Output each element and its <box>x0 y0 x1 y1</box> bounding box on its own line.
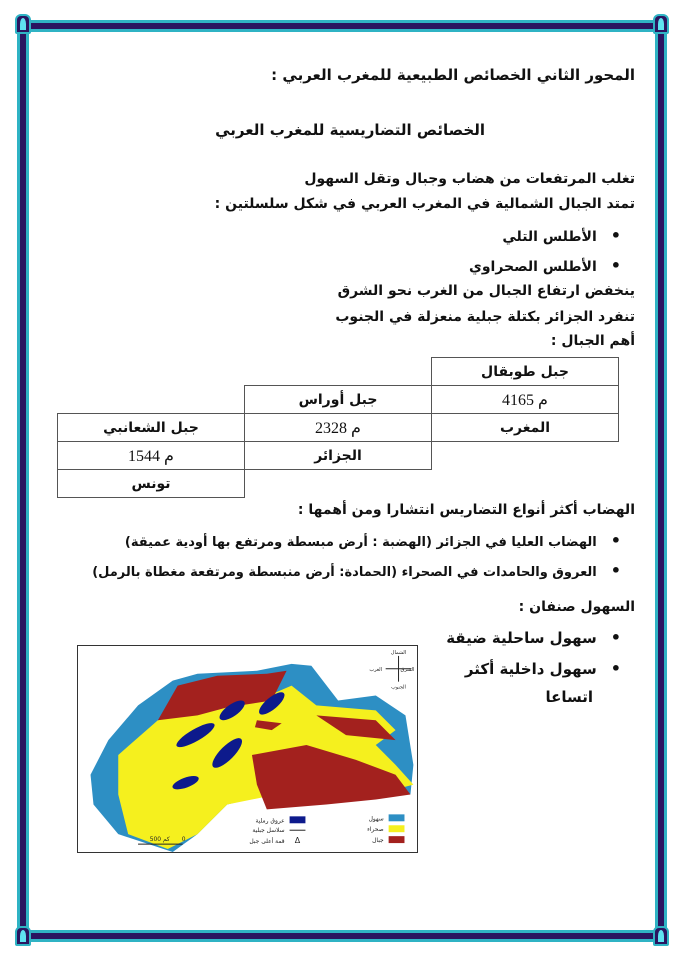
corner-ornament <box>653 14 669 34</box>
compass-south: الجنوب <box>391 684 406 691</box>
list-item: • الأطلس الصحراوي <box>469 256 621 275</box>
scale-km: 500 كم <box>149 836 170 844</box>
map-graphic <box>78 646 417 852</box>
border-right <box>655 20 667 942</box>
mountain-country: الجزائر <box>245 442 432 470</box>
text-line: اتساعا <box>545 688 593 706</box>
border-bottom <box>17 930 667 942</box>
mountain-name: جبل أوراس <box>245 386 432 414</box>
list-item: • سهول ساحلية ضيقة <box>446 628 621 647</box>
relief-map <box>77 645 418 853</box>
compass-west: الغرب <box>369 666 383 673</box>
text-line: ينخفض ارتفاع الجبال من الغرب نحو الشرق <box>337 283 635 299</box>
list-item: • سهول داخلية أكثر <box>465 659 621 678</box>
compass-icon <box>369 650 414 691</box>
legend-ranges: سلاسل جبلية <box>252 827 285 835</box>
text-line: السهول صنفان : <box>518 599 635 615</box>
corner-ornament <box>653 926 669 946</box>
mountain-height: 4165 م <box>432 386 619 414</box>
legend-plains: سهول <box>368 815 384 823</box>
mountain-height: 2328 م <box>245 414 432 442</box>
legend-peak: قمة أعلى جبل <box>249 838 285 846</box>
text-line: الهضاب أكثر أنواع التضاريس انتشارا ومن أهمها : <box>297 502 635 518</box>
list-item: • العروق والحامدات في الصحراء (الحمادة: أرض منبسطة ومرتفعة مغطاة بالرمل) <box>92 561 621 580</box>
list-item: • الأطلس التلي <box>502 226 621 245</box>
corner-ornament <box>15 14 31 34</box>
text-line: تمتد الجبال الشمالية في المغرب العربي في شكل سلسلتين : <box>214 196 635 212</box>
legend-dunes: عروق رملية <box>255 817 285 825</box>
text-line: تغلب المرتفعات من هضاب وجبال وتقل السهول <box>304 171 635 187</box>
text-line: تنفرد الجزائر بكتلة جبلية منعزلة في الجنوب <box>335 309 635 325</box>
section-heading: المحور الثاني الخصائص الطبيعية للمغرب العربي : <box>271 66 635 84</box>
legend-mountains: جبال <box>372 837 384 845</box>
mountain-country: المغرب <box>432 414 619 442</box>
text-line: أهم الجبال : <box>550 333 635 349</box>
legend-desert: صحراء <box>367 826 384 834</box>
compass-north: الشمال <box>390 649 407 656</box>
svg-text:Δ: Δ <box>294 836 301 846</box>
mountain-country: تونس <box>58 470 245 498</box>
list-item: • الهضاب العليا في الجزائر (الهضبة : أرض مبسطة ومرتفع بها أودية عميقة) <box>125 531 621 550</box>
mountain-name: جبل الشعانبي <box>58 414 245 442</box>
mountain-height: 1544 م <box>58 442 245 470</box>
border-left <box>17 20 29 942</box>
mountains-table <box>57 357 619 498</box>
mountain-name: جبل طوبقال <box>432 358 619 386</box>
compass-east: الشرق <box>400 666 415 673</box>
border-top <box>17 20 667 32</box>
page-title: الخصائص التضاريسية للمغرب العربي <box>215 121 485 139</box>
corner-ornament <box>15 926 31 946</box>
scale-zero: 0 <box>181 836 186 844</box>
